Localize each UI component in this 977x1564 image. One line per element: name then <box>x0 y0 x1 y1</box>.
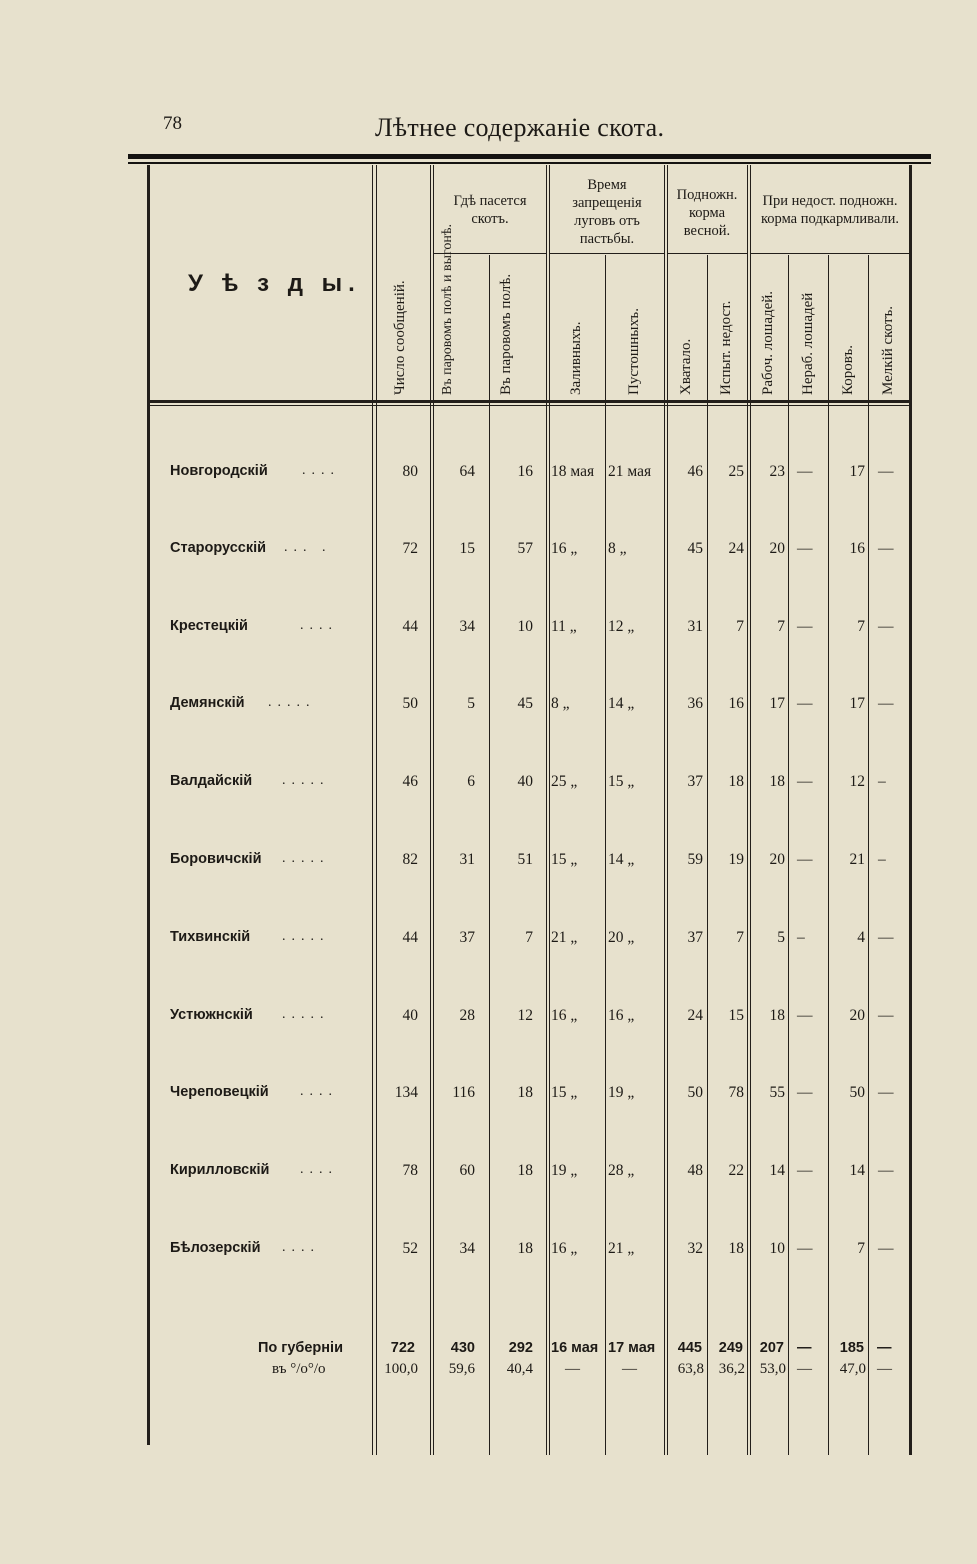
cell-h1: 23 <box>769 463 785 480</box>
cell-msg: 100,0 <box>384 1361 418 1377</box>
row-name: Кирилловскій <box>170 1162 270 1178</box>
cell-msg: 46 <box>402 773 418 790</box>
cell-f1: 445 <box>677 1340 702 1356</box>
cell-h4: — <box>877 1340 892 1356</box>
cell-h1: 7 <box>777 618 785 635</box>
cell-w2: 18 <box>517 1240 533 1257</box>
cell-h1: 207 <box>759 1340 784 1356</box>
group-header-time: Время запрещенія луговъ отъ пастьбы. <box>572 177 642 247</box>
cell-msg: 40 <box>402 1007 418 1024</box>
row-name: въ °/о°/о <box>272 1361 326 1377</box>
cell-h3: 185 <box>839 1340 864 1356</box>
group-header-fodder: Подножн. корма весной. <box>676 187 738 239</box>
cell-f1: 37 <box>687 773 703 790</box>
cell-w1: 59,6 <box>448 1361 475 1377</box>
table-row <box>0 1084 977 1106</box>
leader-dots: ..... <box>268 695 316 710</box>
cell-h1: 14 <box>769 1162 785 1179</box>
header-bottom-rule-thin <box>150 405 909 406</box>
table-row <box>0 929 977 951</box>
col-header-fed-1: Рабоч. лошадей. <box>760 290 776 395</box>
group-underline <box>750 253 909 254</box>
col-header-messages: Число сообщеній. <box>392 280 408 395</box>
row-name: Демянскій <box>170 695 245 711</box>
cell-h4: — <box>878 929 894 946</box>
cell-t2: 8 „ <box>608 540 627 557</box>
cell-f2: 19 <box>728 851 744 868</box>
table-row <box>0 1162 977 1184</box>
header-bottom-rule <box>150 400 909 403</box>
leader-dots: .... <box>300 618 338 633</box>
row-name: Старорусскій <box>170 540 267 556</box>
cell-h1: 10 <box>769 1240 785 1257</box>
cell-h3: 7 <box>857 1240 865 1257</box>
cell-msg: 78 <box>402 1162 418 1179</box>
cell-w2: 7 <box>525 929 533 946</box>
cell-f2: 15 <box>728 1007 744 1024</box>
leader-dots: .... <box>302 463 340 478</box>
cell-f1: 59 <box>687 851 703 868</box>
cell-h2: — <box>797 1084 813 1101</box>
table-row <box>0 618 977 640</box>
cell-h2: — <box>797 618 813 635</box>
cell-t1: 11 „ <box>551 618 577 635</box>
cell-h3: 21 <box>849 851 865 868</box>
cell-msg: 44 <box>402 618 418 635</box>
col-header-fed-2: Нераб. лошадей <box>800 292 816 395</box>
leader-dots: ... . <box>284 540 332 555</box>
leader-dots: ..... <box>282 1007 330 1022</box>
cell-h3: 20 <box>849 1007 865 1024</box>
cell-h2: — <box>797 1340 812 1356</box>
cell-w1: 116 <box>452 1084 475 1101</box>
cell-t1: 15 „ <box>551 1084 578 1101</box>
cell-h1: 53,0 <box>759 1361 786 1377</box>
cell-h4: — <box>878 1240 894 1257</box>
table-row <box>0 540 977 562</box>
cell-t1: 16 „ <box>551 1007 578 1024</box>
cell-f1: 48 <box>687 1162 703 1179</box>
row-name: По губерніи <box>258 1340 343 1356</box>
table-row <box>0 463 977 485</box>
cell-h3: 12 <box>849 773 865 790</box>
group-underline <box>549 253 664 254</box>
cell-w2: 51 <box>517 851 533 868</box>
cell-f2: 24 <box>728 540 744 557</box>
cell-f2: 16 <box>728 695 744 712</box>
stub-header: У ѣ з д ы. <box>188 270 361 297</box>
cell-h4: — <box>878 540 894 557</box>
cell-t2: 21 мая <box>608 463 652 480</box>
cell-f2: 78 <box>728 1084 744 1101</box>
cell-f1: 24 <box>687 1007 703 1024</box>
cell-f2: 22 <box>728 1162 744 1179</box>
cell-h4: – <box>878 773 886 790</box>
cell-t2: — <box>622 1361 637 1377</box>
cell-t1: 25 „ <box>551 773 578 790</box>
cell-w1: 34 <box>459 618 475 635</box>
cell-t1: 15 „ <box>551 851 578 868</box>
cell-t2: 20 „ <box>608 929 635 946</box>
cell-h2: — <box>797 463 813 480</box>
table-row <box>0 1007 977 1029</box>
cell-w1: 28 <box>459 1007 475 1024</box>
cell-h2: – <box>797 929 805 946</box>
cell-w1: 60 <box>459 1162 475 1179</box>
cell-t1: — <box>565 1361 580 1377</box>
cell-w2: 40,4 <box>506 1361 533 1377</box>
leader-dots: .... <box>282 1240 320 1255</box>
row-name: Устюжнскій <box>170 1007 253 1023</box>
table-row-total <box>0 1340 977 1362</box>
cell-w2: 16 <box>517 463 533 480</box>
cell-f2: 7 <box>736 618 744 635</box>
cell-h1: 18 <box>769 773 785 790</box>
cell-h2: — <box>797 773 813 790</box>
cell-f2: 36,2 <box>718 1361 745 1377</box>
page-number: 78 <box>163 113 182 134</box>
table-row <box>0 773 977 795</box>
table-row <box>0 851 977 873</box>
cell-w1: 31 <box>459 851 475 868</box>
cell-h3: 47,0 <box>839 1361 866 1377</box>
cell-h3: 16 <box>849 540 865 557</box>
cell-msg: 50 <box>402 695 418 712</box>
col-header-fodder-2: Испыт. недост. <box>718 300 734 395</box>
cell-msg: 44 <box>402 929 418 946</box>
cell-w2: 12 <box>517 1007 533 1024</box>
cell-w2: 40 <box>517 773 533 790</box>
row-name: Валдайскій <box>170 773 253 789</box>
cell-f1: 50 <box>687 1084 703 1101</box>
cell-msg: 72 <box>402 540 418 557</box>
cell-w2: 18 <box>517 1162 533 1179</box>
cell-f2: 249 <box>718 1340 743 1356</box>
col-header-fodder-1: Хватало. <box>678 338 694 395</box>
cell-t2: 14 „ <box>608 851 635 868</box>
cell-w2: 292 <box>508 1340 533 1356</box>
cell-h3: 17 <box>849 463 865 480</box>
row-name: Череповецкій <box>170 1084 269 1100</box>
cell-w1: 5 <box>467 695 475 712</box>
cell-f2: 25 <box>728 463 744 480</box>
cell-t1: 16 „ <box>551 540 578 557</box>
col-header-fed-4: Мелкій скотъ. <box>880 305 896 395</box>
cell-msg: 82 <box>402 851 418 868</box>
cell-h2: — <box>797 695 813 712</box>
leader-dots: .... <box>300 1162 338 1177</box>
row-name: Крестецкій <box>170 618 248 634</box>
cell-t1: 8 „ <box>551 695 570 712</box>
cell-h2: — <box>797 1007 813 1024</box>
cell-h3: 14 <box>849 1162 865 1179</box>
cell-h4: — <box>878 1007 894 1024</box>
row-name: Бѣлозерскій <box>170 1240 261 1256</box>
leader-dots: .... <box>300 1084 338 1099</box>
cell-h2: — <box>797 1361 812 1377</box>
cell-w1: 430 <box>450 1340 475 1356</box>
cell-t2: 21 „ <box>608 1240 635 1257</box>
group-header-where: Гдѣ пасется скотъ. <box>453 193 527 227</box>
cell-w1: 15 <box>459 540 475 557</box>
cell-h1: 20 <box>769 851 785 868</box>
cell-h4: — <box>877 1361 892 1377</box>
cell-h3: 17 <box>849 695 865 712</box>
cell-t2: 17 мая <box>608 1340 656 1356</box>
table-row <box>0 695 977 717</box>
cell-t1: 16 „ <box>551 1240 578 1257</box>
col-header-fed-3: Коровъ. <box>840 345 856 395</box>
cell-t2: 14 „ <box>608 695 635 712</box>
cell-f1: 63,8 <box>677 1361 704 1377</box>
col-header-time-2: Пустошныхъ. <box>626 308 642 395</box>
leader-dots: ..... <box>282 929 330 944</box>
cell-h3: 50 <box>849 1084 865 1101</box>
cell-w2: 18 <box>517 1084 533 1101</box>
cell-msg: 80 <box>402 463 418 480</box>
row-name: Боровичскій <box>170 851 262 867</box>
cell-f1: 36 <box>687 695 703 712</box>
row-name: Новгородскій <box>170 463 268 479</box>
cell-t1: 16 мая <box>551 1340 599 1356</box>
cell-h2: — <box>797 540 813 557</box>
cell-h4: — <box>878 1084 894 1101</box>
cell-h1: 55 <box>769 1084 785 1101</box>
cell-w1: 37 <box>459 929 475 946</box>
cell-t2: 19 „ <box>608 1084 635 1101</box>
cell-f2: 7 <box>736 929 744 946</box>
cell-w2: 10 <box>517 618 533 635</box>
cell-h1: 20 <box>769 540 785 557</box>
cell-w1: 64 <box>459 463 475 480</box>
cell-t2: 15 „ <box>608 773 635 790</box>
cell-h4: — <box>878 1162 894 1179</box>
cell-f1: 37 <box>687 929 703 946</box>
leader-dots: ..... <box>282 851 330 866</box>
col-header-where-2: Въ паровомъ полѣ. <box>498 273 514 395</box>
cell-t1: 21 „ <box>551 929 578 946</box>
cell-t2: 16 „ <box>608 1007 635 1024</box>
cell-h2: — <box>797 1162 813 1179</box>
cell-w1: 6 <box>467 773 475 790</box>
col-header-time-1: Заливныхъ. <box>568 321 584 395</box>
cell-h1: 17 <box>769 695 785 712</box>
cell-t2: 12 „ <box>608 618 635 635</box>
cell-f1: 32 <box>687 1240 703 1257</box>
cell-h1: 18 <box>769 1007 785 1024</box>
cell-f1: 31 <box>687 618 703 635</box>
col-header-where-1: Въ паровомъ полѣ и выгонѣ. <box>440 223 455 395</box>
cell-h4: — <box>878 463 894 480</box>
table-row <box>0 1240 977 1262</box>
cell-h4: – <box>878 851 886 868</box>
cell-h3: 7 <box>857 618 865 635</box>
cell-h4: — <box>878 618 894 635</box>
group-underline <box>667 253 747 254</box>
leader-dots: ..... <box>282 773 330 788</box>
top-rule-thin <box>128 162 931 164</box>
cell-f2: 18 <box>728 1240 744 1257</box>
cell-msg: 134 <box>394 1084 418 1101</box>
page-title: Лѣтнее содержаніе скота. <box>375 113 665 142</box>
row-name: Тихвинскій <box>170 929 251 945</box>
cell-h4: — <box>878 695 894 712</box>
cell-t2: 28 „ <box>608 1162 635 1179</box>
top-rule <box>128 154 931 159</box>
cell-f1: 45 <box>687 540 703 557</box>
table-row-percent <box>0 1361 977 1383</box>
cell-t1: 18 мая <box>551 463 595 480</box>
cell-w2: 45 <box>517 695 533 712</box>
cell-f1: 46 <box>687 463 703 480</box>
cell-w2: 57 <box>517 540 533 557</box>
cell-t1: 19 „ <box>551 1162 578 1179</box>
cell-h2: — <box>797 1240 813 1257</box>
group-header-fed: При недост. подножн. корма подкармливали. <box>761 193 899 227</box>
cell-msg: 52 <box>402 1240 418 1257</box>
cell-h2: — <box>797 851 813 868</box>
cell-h3: 4 <box>857 929 865 946</box>
cell-msg: 722 <box>390 1340 415 1356</box>
cell-f2: 18 <box>728 773 744 790</box>
cell-h1: 5 <box>777 929 785 946</box>
cell-w1: 34 <box>459 1240 475 1257</box>
